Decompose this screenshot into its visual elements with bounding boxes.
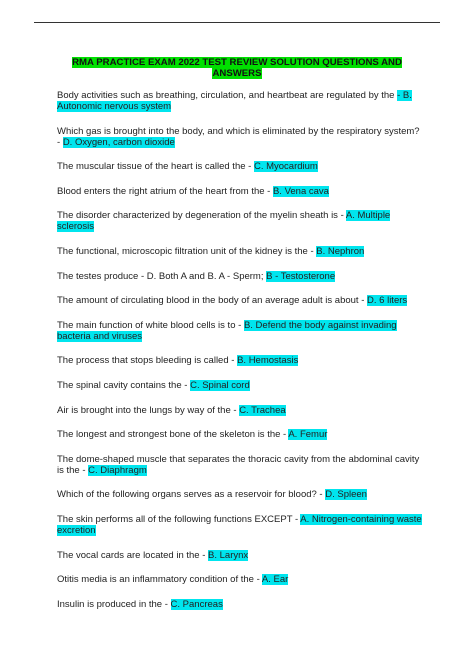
question-text: The longest and strongest bone of the skeleton is the -: [57, 429, 289, 441]
answer-highlight: A. Multiple sclerosis: [57, 210, 391, 233]
top-divider: [34, 22, 440, 23]
question-answer-item: [57, 514, 422, 536]
question-answer-item: [57, 454, 422, 476]
question-answer-item: [57, 126, 422, 148]
question-text: The dome-shaped muscle that separates the thoracic cavity from the abdominal cavity is the -: [57, 453, 420, 476]
answer-highlight: - B. Autonomic nervous system: [57, 90, 412, 112]
answer-highlight: C. Pancreas: [170, 598, 223, 610]
answer-highlight: B. Hemostasis: [237, 355, 299, 367]
question-text: The disorder characterized by degeneration of the myelin sheath is -: [57, 210, 346, 222]
question-text: The main function of white blood cells is to -: [57, 319, 244, 331]
question-answer-item: [57, 271, 422, 282]
question-answer-item: [57, 161, 422, 172]
question-text: The testes produce - D. Both A and B. A - Sperm;: [57, 270, 267, 282]
question-answer-item: [57, 429, 422, 440]
question-answer-list: [57, 90, 422, 623]
question-text: The muscular tissue of the heart is called the -: [57, 161, 254, 173]
question-text: The functional, microscopic filtration unit of the kidney is the -: [57, 245, 317, 257]
question-answer-item: [57, 380, 422, 391]
question-answer-item: [57, 550, 422, 561]
question-text: Insulin is produced in the -: [57, 598, 171, 610]
question-text: Body activities such as breathing, circulation, and heartbeat are regulated by the: [57, 90, 398, 101]
question-text: Which gas is brought into the body, and which is eliminated by the respiratory system? -: [57, 125, 420, 148]
question-text: The process that stops bleeding is called -: [57, 355, 238, 367]
question-answer-item: [57, 599, 422, 610]
answer-highlight: B. Larynx: [208, 549, 249, 561]
answer-highlight: C. Trachea: [239, 404, 286, 416]
question-text: Blood enters the right atrium of the heart from the -: [57, 185, 273, 197]
question-answer-item: [57, 246, 422, 257]
question-answer-item: [57, 320, 422, 342]
question-text: The vocal cards are located in the -: [57, 549, 209, 561]
question-answer-item: [57, 90, 422, 112]
document-title-text: RMA PRACTICE EXAM 2022 TEST REVIEW SOLUTION QUESTIONS AND ANSWERS: [72, 57, 402, 79]
question-answer-item: [57, 210, 422, 232]
answer-highlight: C. Spinal cord: [190, 379, 250, 391]
question-text: Air is brought into the lungs by way of the -: [57, 404, 240, 416]
question-text: The amount of circulating blood in the body of an average adult is about -: [57, 295, 368, 307]
question-answer-item: [57, 295, 422, 306]
question-text: Otitis media is an inflammatory condition of the -: [57, 574, 262, 586]
answer-highlight: C. Diaphragm: [88, 464, 147, 476]
answer-highlight: B. Nephron: [316, 245, 365, 257]
answer-highlight: C. Myocardium: [253, 161, 318, 173]
answer-highlight: A. Nitrogen-containing waste excretion: [57, 513, 422, 536]
question-answer-item: [57, 405, 422, 416]
question-answer-item: [57, 574, 422, 585]
answer-highlight: B - Testosterone: [266, 270, 336, 282]
question-answer-item: [57, 355, 422, 366]
question-answer-item: [57, 489, 422, 500]
answer-highlight: B. Vena cava: [272, 185, 329, 197]
answer-highlight: B. Defend the body against invading bacteria and viruses: [57, 319, 397, 342]
question-text: Which of the following organs serves as a reservoir for blood? -: [57, 489, 326, 501]
answer-highlight: D. Spleen: [325, 489, 367, 501]
answer-highlight: D. 6 liters: [367, 295, 408, 307]
question-text: The skin performs all of the following functions EXCEPT -: [57, 513, 301, 525]
question-answer-item: [57, 186, 422, 197]
answer-highlight: A. Ear: [261, 574, 289, 586]
answer-highlight: A. Femur: [288, 429, 328, 441]
answer-highlight: D. Oxygen, carbon dioxide: [62, 136, 175, 148]
document-title: [58, 57, 416, 79]
question-text: The spinal cavity contains the -: [57, 379, 191, 391]
